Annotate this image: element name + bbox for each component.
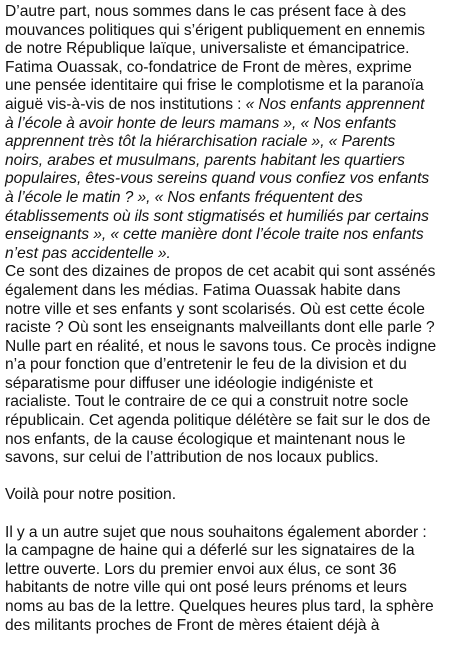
text-line: [5, 263, 469, 282]
text-line: [5, 561, 469, 580]
quote-text: noirs, arabes et musulmans, parents habitant les quartiers: [5, 151, 405, 169]
text-line: [5, 598, 469, 617]
body-text: Il y a un autre sujet que nous souhaitons également aborder :: [5, 523, 427, 541]
text-line: [5, 96, 469, 115]
text-line: [5, 245, 469, 264]
body-text: séparatisme pour diffuser une idéologie indigéniste et: [5, 374, 373, 392]
body-text: noms au bas de la lettre. Quelques heures plus tard, la sphère: [5, 598, 434, 615]
text-line: [5, 449, 469, 468]
document-body: [5, 3, 469, 635]
text-line: [5, 579, 469, 598]
text-line: [5, 486, 469, 505]
text-line: [5, 226, 469, 245]
text-line: [5, 133, 469, 152]
body-text: n’a pour fonction que d’entretenir le feu de la division et du: [5, 356, 407, 374]
body-text: aiguë vis-à-vis de nos institutions :: [5, 95, 246, 113]
body-text: mouvances politiques qui s’érigent publiquement en ennemis: [5, 21, 426, 39]
body-text: des militants proches de Front de mères étaient déjà à: [5, 616, 380, 634]
body-text: Ce sont des dizaines de propos de cet acabit qui sont assénés: [5, 263, 436, 281]
text-line: [5, 40, 469, 59]
paragraph-2: [5, 263, 469, 468]
body-text: D’autre part, nous sommes dans le cas présent face à des: [5, 3, 407, 20]
body-text: Voilà pour notre position.: [5, 486, 177, 504]
paragraph-1: [5, 3, 469, 263]
text-line: [5, 524, 469, 543]
text-line: [5, 152, 469, 171]
text-line: [5, 617, 469, 636]
text-line: [5, 3, 469, 22]
body-text: nos enfants, de la cause écologique et maintenant nous le: [5, 430, 406, 448]
text-line: [5, 431, 469, 450]
body-text: de notre République laïque, universaliste et émancipatrice.: [5, 40, 410, 58]
text-line: [5, 393, 469, 412]
body-text: notre ville et ses enfants y sont scolarisés. Où est cette école: [5, 300, 425, 318]
body-text: savons, sur celui de l’attribution de nos locaux publics.: [5, 449, 379, 467]
text-line: [5, 282, 469, 301]
text-line: [5, 22, 469, 41]
text-line: [5, 301, 469, 320]
paragraph-3: [5, 486, 469, 505]
body-text: lettre ouverte. Lors du premier envoi aux élus, ce sont 36: [5, 560, 397, 578]
paragraph-4: [5, 524, 469, 636]
text-line: [5, 319, 469, 338]
quote-text: à l’école le matin ? », « Nos enfants fréquentent des: [5, 188, 363, 206]
body-text: Fatima Ouassak, co-fondatrice de Front de mères, exprime: [5, 58, 412, 76]
quote-text: enseignants », « cette manière dont l’école traite nos enfants: [5, 226, 424, 244]
paragraph-spacer: [5, 468, 469, 487]
quote-text: populaires, êtes-vous sereins quand vous confiez vos enfants: [5, 170, 430, 188]
text-line: [5, 170, 469, 189]
quote-text: n’est pas accidentelle ».: [5, 244, 171, 262]
text-line: [5, 77, 469, 96]
paragraph-spacer: [5, 505, 469, 524]
text-line: [5, 189, 469, 208]
text-line: [5, 338, 469, 357]
text-line: [5, 412, 469, 431]
text-line: [5, 375, 469, 394]
body-text: Nulle part en réalité, et nous le savons tous. Ce procès indigne: [5, 337, 437, 355]
quote-text: à l’école à avoir honte de leurs mamans », « Nos enfants: [5, 114, 397, 132]
text-line: [5, 115, 469, 134]
quote-text: « Nos enfants apprennent: [245, 95, 425, 113]
quote-text: apprennent très tôt la hiérarchisation raciale », « Parents: [5, 133, 396, 151]
body-text: républicain. Cet agenda politique délétère se fait sur le dos de: [5, 412, 431, 430]
text-line: [5, 356, 469, 375]
body-text: habitants de notre ville qui ont posé leurs prénoms et leurs: [5, 579, 407, 597]
body-text: racialiste. Tout le contraire de ce qui a construit notre socle: [5, 393, 409, 411]
body-text: raciste ? Où sont les enseignants malveillants dont elle parle ?: [5, 319, 435, 337]
body-text: également dans les médias. Fatima Ouassak habite dans: [5, 281, 401, 299]
text-line: [5, 59, 469, 78]
text-line: [5, 542, 469, 561]
quote-text: établissements où ils sont stigmatisés et humiliés par certains: [5, 207, 429, 225]
text-line: [5, 208, 469, 227]
body-text: la campagne de haine qui a déferlé sur les signataires de la: [5, 542, 415, 560]
body-text: une pensée identitaire qui frise le complotisme et la paranoïa: [5, 77, 424, 95]
